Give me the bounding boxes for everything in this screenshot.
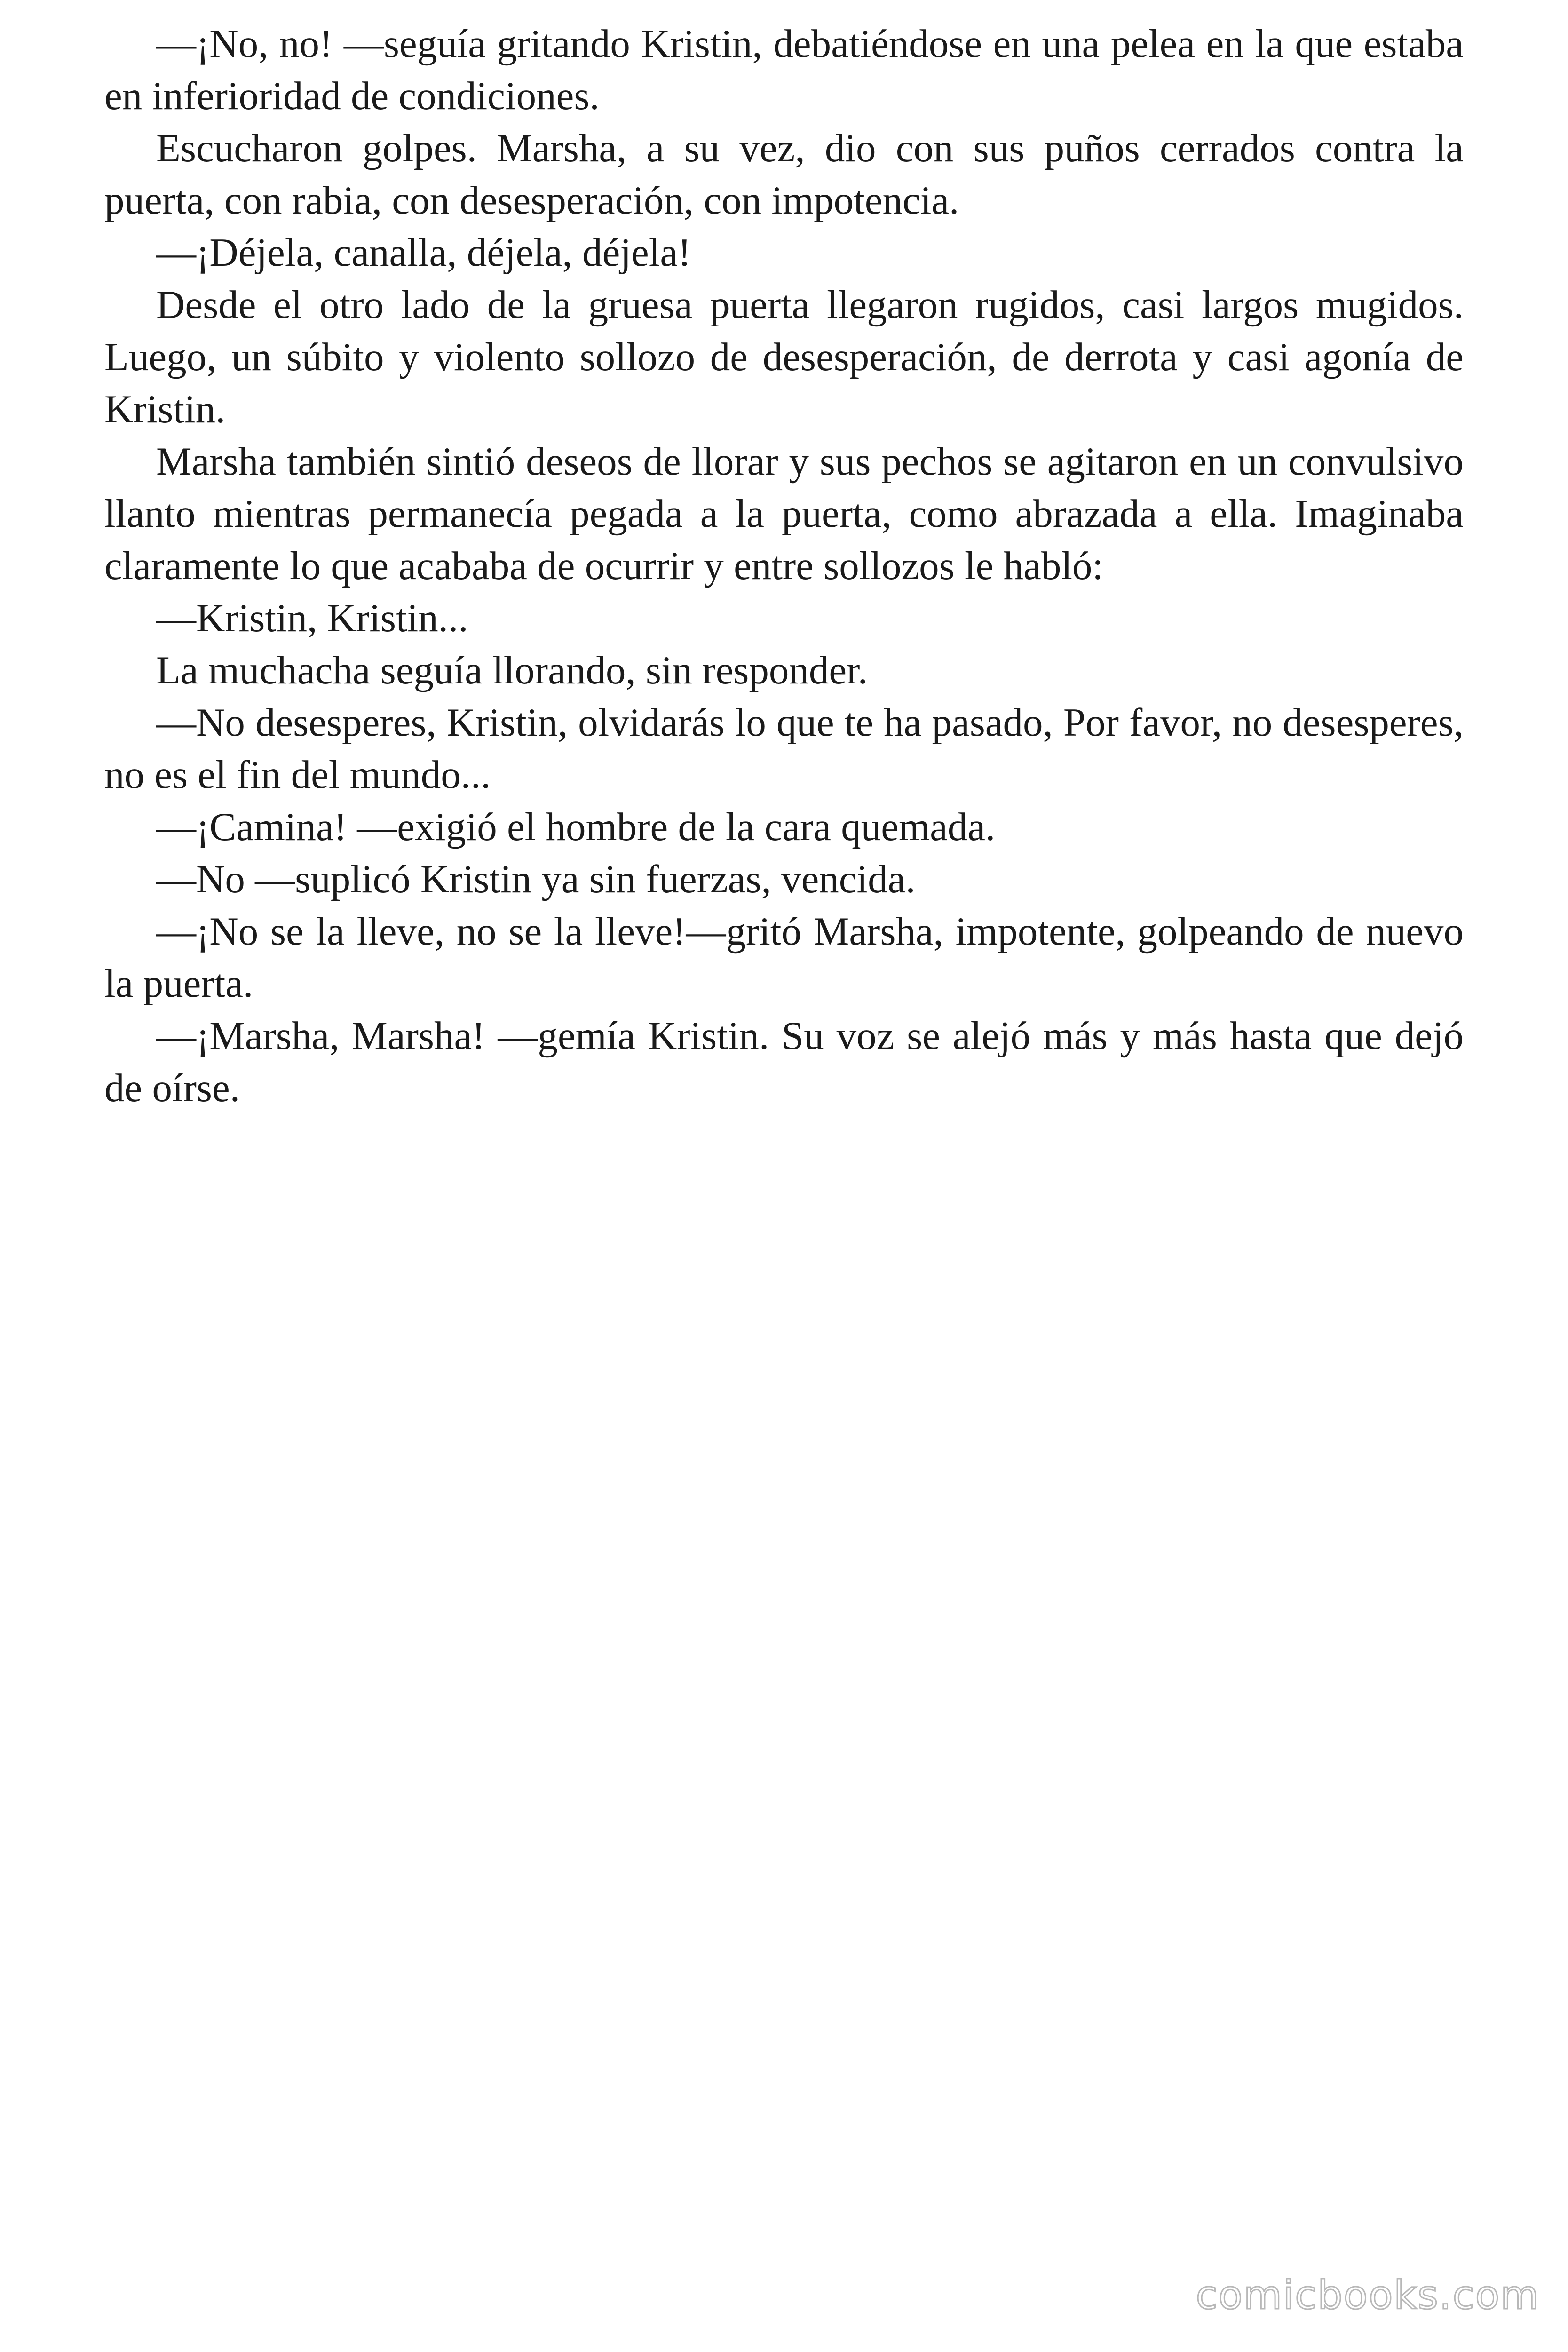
watermark: comicbooks.com (1196, 2272, 1540, 2318)
paragraph: —Kristin, Kristin... (156, 596, 468, 640)
paragraph: —¡No, no! —seguía gritando Kristin, debatiéndose en una pelea en la que estaba en inferioridad de condiciones. (104, 22, 1464, 118)
paragraph: Marsha también sintió deseos de llorar y sus pechos se agitaron en un convulsivo llanto mientras permanecía pegada a la puerta, como abrazada a ella. Imaginaba claramente lo que acababa de ocurrir y entre sollozos le habló: (104, 439, 1464, 588)
paragraph: La muchacha seguía llorando, sin responder. (156, 648, 868, 692)
paragraph: —¡Marsha, Marsha! —gemía Kristin. Su voz se alejó más y más hasta que dejó de oírse. (104, 1014, 1464, 1110)
body-text (104, 18, 1464, 1114)
paragraph: —¡No se la lleve, no se la lleve!—gritó Marsha, impotente, golpeando de nuevo la puerta. (104, 909, 1464, 1006)
paragraph: —¡Déjela, canalla, déjela, déjela! (156, 230, 691, 275)
paragraph: —No —suplicó Kristin ya sin fuerzas, vencida. (156, 857, 916, 901)
paragraph: —¡Camina! —exigió el hombre de la cara quemada. (156, 805, 996, 849)
paragraph: Desde el otro lado de la gruesa puerta llegaron rugidos, casi largos mugidos. Luego, un súbito y violento sollozo de desesperación, de derrota y casi agonía de Kristin. (104, 283, 1464, 431)
paragraph: Escucharon golpes. Marsha, a su vez, dio con sus puños cerrados contra la puerta, con rabia, con desesperación, con impotencia. (104, 126, 1464, 222)
paragraph: —No desesperes, Kristin, olvidarás lo que te ha pasado, Por favor, no desesperes, no es el fin del mundo... (104, 700, 1464, 797)
